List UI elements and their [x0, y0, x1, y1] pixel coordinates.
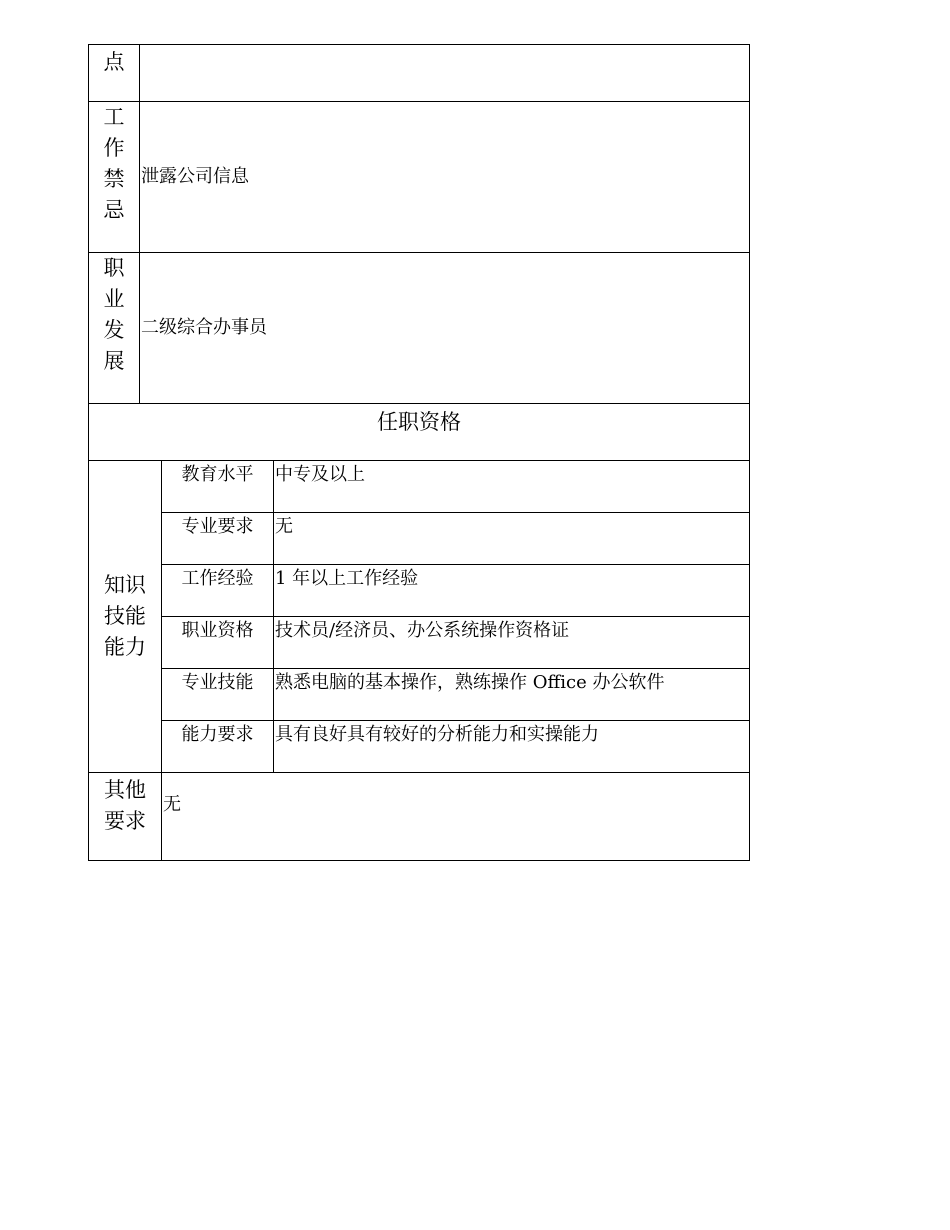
qualification-value: 1 年以上工作经验: [274, 565, 750, 617]
location-row: [89, 45, 750, 102]
qualification-value: 无: [274, 513, 750, 565]
prohibitions-row: [89, 102, 750, 253]
job-description-table: [88, 44, 750, 861]
location-value: [140, 45, 750, 102]
qualification-value: 中专及以上: [274, 461, 750, 513]
qualification-label: 教育水平: [162, 461, 274, 513]
prohibitions-label: 工 作 禁 忌: [89, 102, 140, 253]
qualification-row: [89, 461, 750, 513]
skills-group-label: 知识 技能 能力: [89, 461, 162, 773]
qualification-label: 专业技能: [162, 669, 274, 721]
career-value: 二级综合办事员: [140, 253, 750, 404]
qualification-label: 工作经验: [162, 565, 274, 617]
qualifications-title-row: [89, 404, 750, 461]
qualification-row: [89, 617, 750, 669]
qualification-value: 熟悉电脑的基本操作，熟练操作 Office 办公软件: [274, 669, 750, 721]
qualification-label: 专业要求: [162, 513, 274, 565]
qualification-label: 能力要求: [162, 721, 274, 773]
qualification-value: 技术员/经济员、办公系统操作资格证: [274, 617, 750, 669]
qualification-row: [89, 721, 750, 773]
qualification-row: [89, 669, 750, 721]
other-requirements-value: 无: [162, 773, 750, 861]
qualification-row: [89, 513, 750, 565]
other-requirements-row: [89, 773, 750, 861]
qualification-row: [89, 565, 750, 617]
prohibitions-value: 泄露公司信息: [140, 102, 750, 253]
career-row: [89, 253, 750, 404]
qualifications-title: 任职资格: [89, 404, 750, 461]
location-label: 点: [89, 45, 140, 102]
other-requirements-label: 其他 要求: [89, 773, 162, 861]
career-label: 职 业 发 展: [89, 253, 140, 404]
qualification-label: 职业资格: [162, 617, 274, 669]
qualification-value: 具有良好具有较好的分析能力和实操能力: [274, 721, 750, 773]
